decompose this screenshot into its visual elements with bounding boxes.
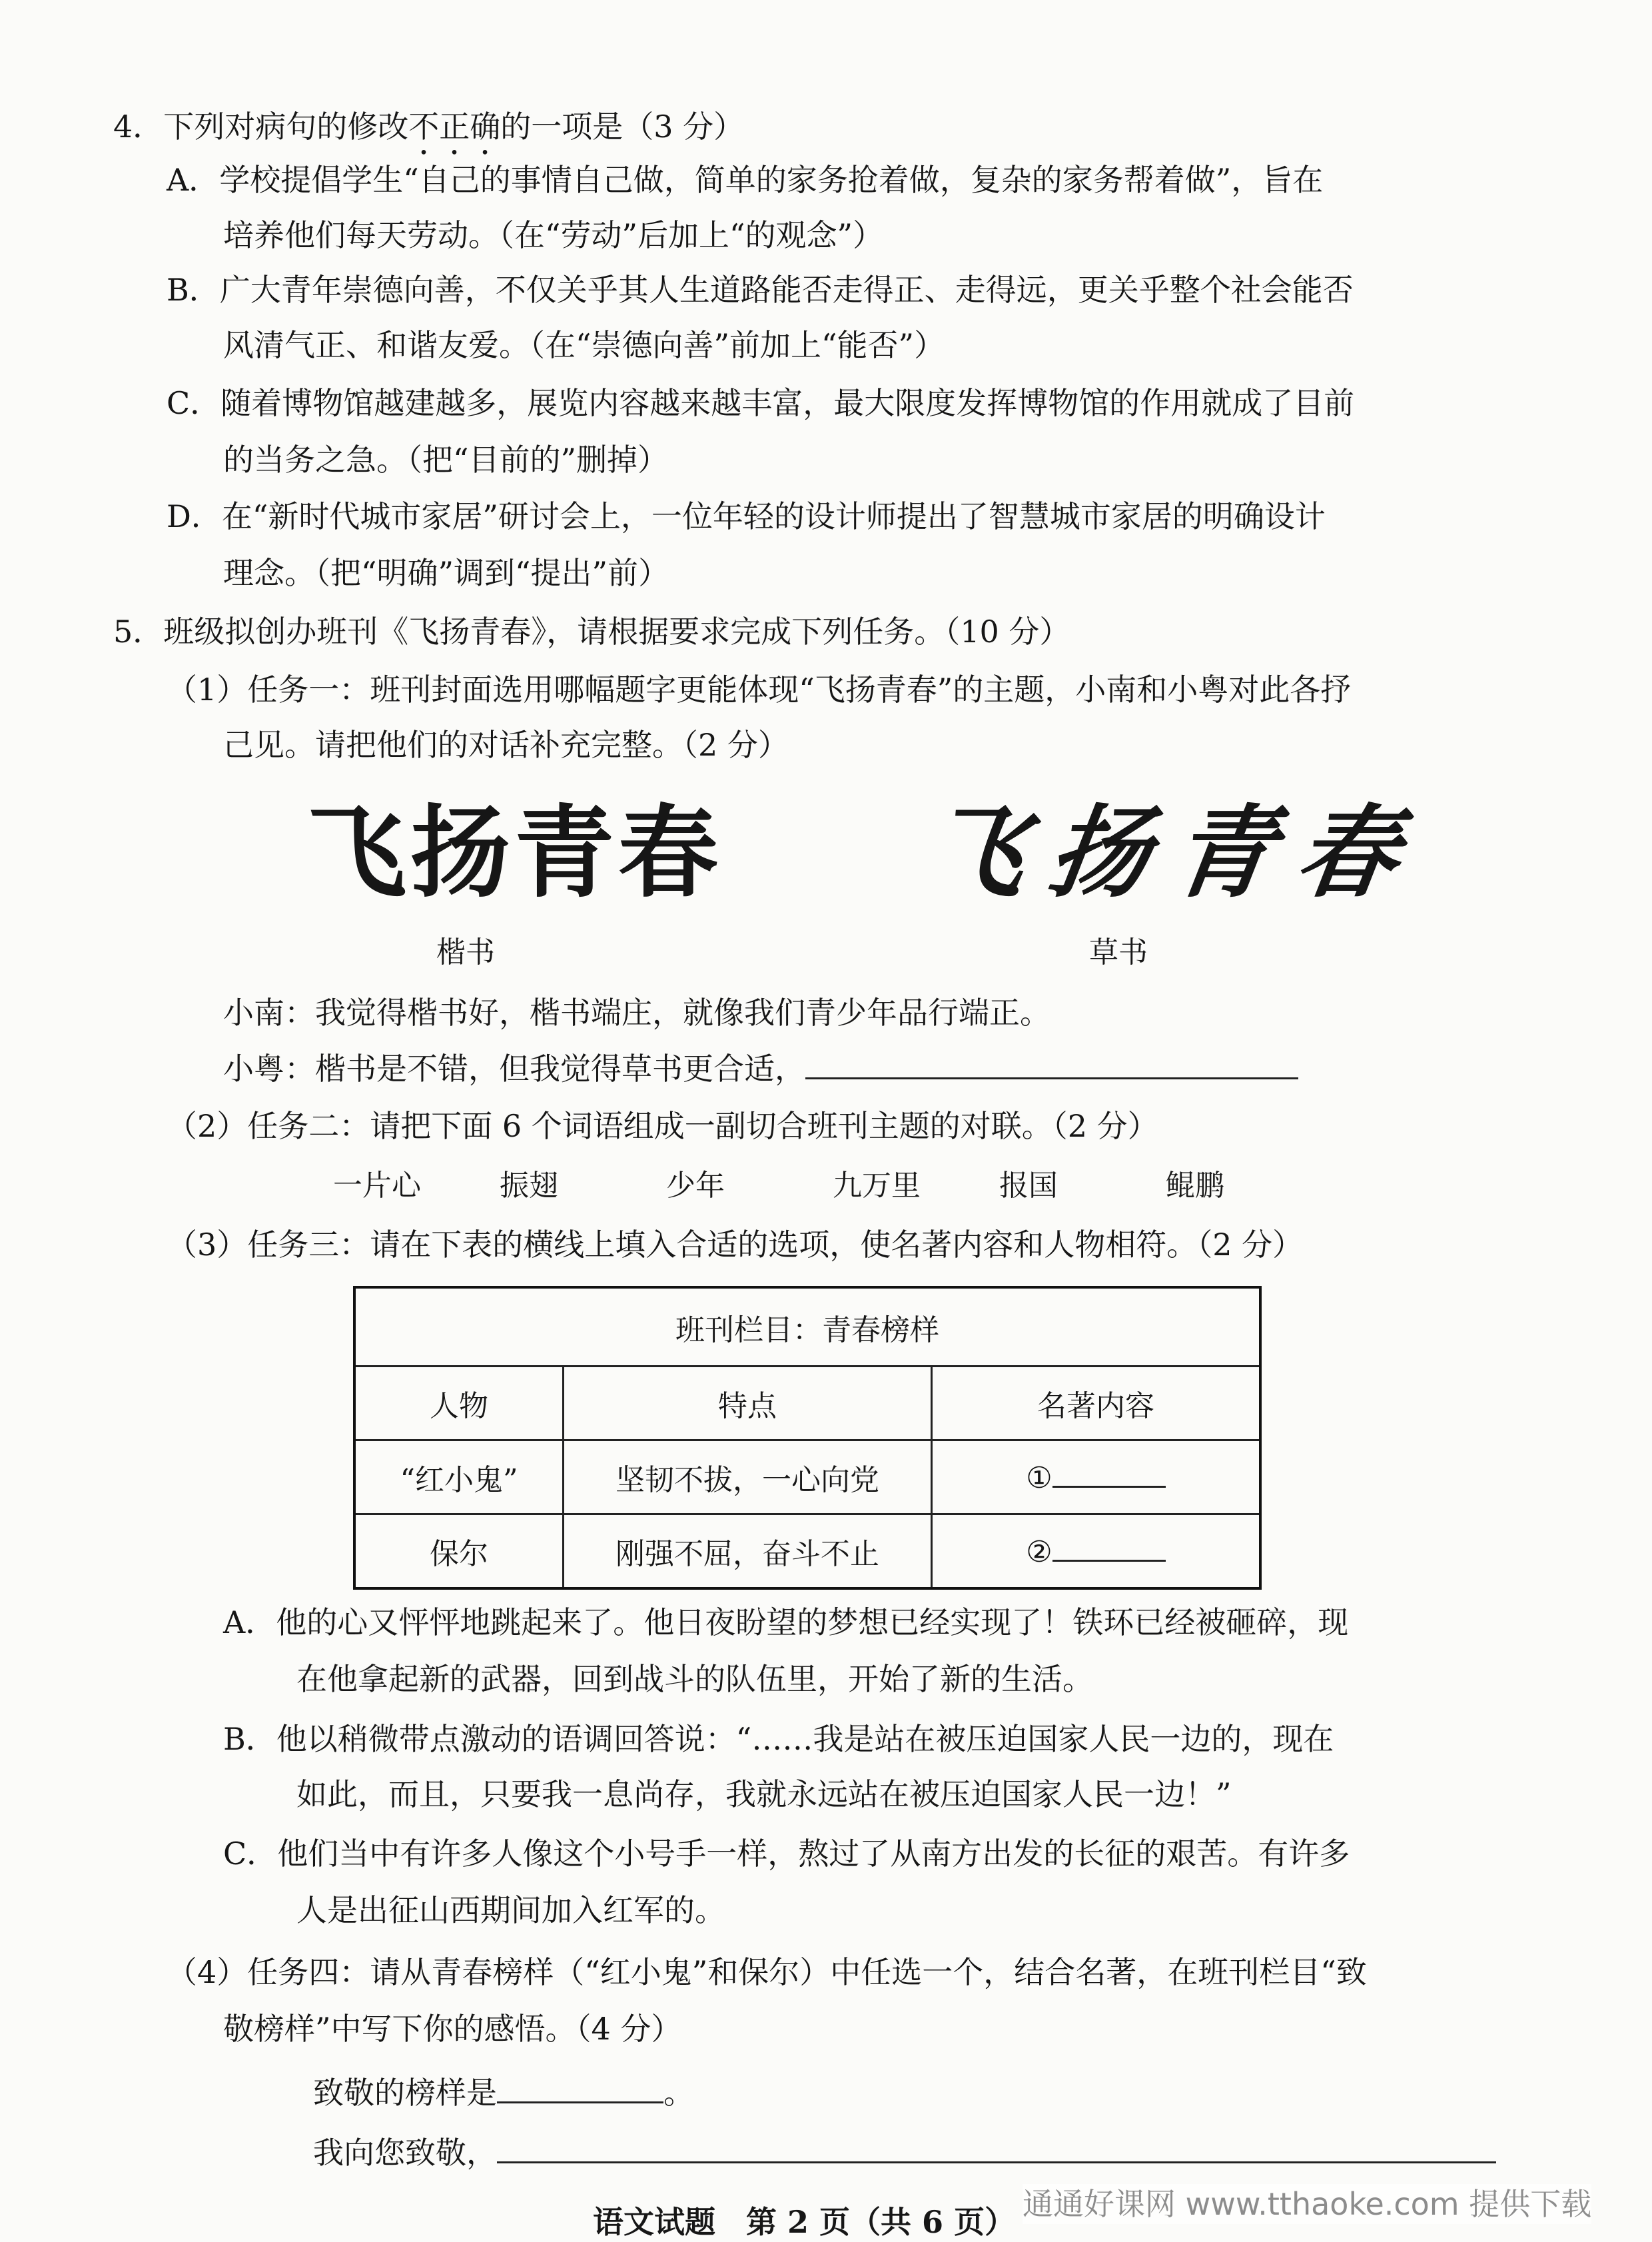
person-cell: 保尔	[354, 1514, 564, 1589]
content-cell	[932, 1440, 1261, 1514]
table-row	[354, 1440, 1260, 1514]
q4-option-a-cont: 培养他们每天劳动。（在“劳动”后加上“的观念”）	[223, 217, 884, 253]
q4-stem: 4．下列对病句的修改不正确的一项是（3 分）	[113, 109, 745, 145]
task3-option-a-cont: 在他拿起新的武器，回到战斗的队伍里，开始了新的生活。	[296, 1661, 1093, 1697]
answer-blank-1[interactable]	[1052, 1459, 1166, 1488]
caption-caoshu: 草书	[1089, 935, 1148, 969]
content-cell	[932, 1514, 1261, 1589]
q4-option-c-cont: 的当务之急。（把“目前的”删掉）	[223, 442, 669, 478]
table-header: 特点	[564, 1367, 932, 1440]
calligraphy-kaishu: 飞扬青春	[306, 794, 723, 911]
answer-blank-model[interactable]	[497, 2072, 663, 2103]
task3-option-a: A．他的心又怦怦地跳起来了。他日夜盼望的梦想已经实现了！铁环已经被砸碎，现	[223, 1604, 1349, 1640]
q4-option-c: C．随着博物馆越建越多，展览内容越来越丰富，最大限度发挥博物馆的作用就成了目前	[167, 385, 1355, 421]
q4-option-a: A．学校提倡学生“自己的事情自己做，简单的家务抢着做，复杂的家务帮着做”，旨在	[167, 162, 1324, 198]
q4-option-b-cont: 风清气正、和谐友爱。（在“崇德向善”前加上“能否”）	[223, 327, 945, 363]
person-cell: “红小鬼”	[354, 1440, 564, 1514]
word-item: 振翅	[500, 1169, 558, 1203]
word-item: 少年	[666, 1169, 725, 1203]
word-item: 九万里	[833, 1169, 921, 1203]
table-title: 班刊栏目：青春榜样	[354, 1287, 1260, 1367]
zhijing-line: 致敬的榜样是 。	[313, 2072, 694, 2113]
dialogue-xiaonan: 小南：我觉得楷书好，楷书端庄，就像我们青少年品行端正。	[223, 995, 1050, 1031]
watermark: 通通好课网 www.tthaoke.com 提供下载	[1023, 2184, 1591, 2224]
word-item: 一片心	[333, 1169, 421, 1203]
task3-option-c: C．他们当中有许多人像这个小号手一样，熬过了从南方出发的长征的艰苦。有许多	[223, 1836, 1350, 1872]
answer-blank-2[interactable]	[1052, 1533, 1166, 1562]
dialogue-xiaoyue: 小粤：楷书是不错，但我觉得草书更合适，	[223, 1048, 1298, 1089]
trait-cell: 刚强不屈，奋斗不止	[564, 1514, 932, 1589]
table-header: 名著内容	[932, 1367, 1261, 1440]
task3-option-c-cont: 人是出征山西期间加入红军的。	[296, 1892, 725, 1928]
q4-option-b: B．广大青年崇德向善，不仅关乎其人生道路能否走得正、走得远，更关乎整个社会能否	[167, 272, 1354, 308]
trait-cell: 坚韧不拔，一心向党	[564, 1440, 932, 1514]
q5-stem: 5．班级拟创办班刊《飞扬青春》，请根据要求完成下列任务。（10 分）	[113, 614, 1070, 650]
q5-task4: （4）任务四：请从青春榜样（“红小鬼”和保尔）中任选一个，结合名著，在班刊栏目“致	[167, 1954, 1367, 1990]
answer-blank-reflection[interactable]	[497, 2132, 1496, 2163]
circled-number: ①	[1026, 1461, 1052, 1495]
salute-line: 我向您致敬，	[313, 2132, 1496, 2173]
q5-task1: （1）任务一：班刊封面选用哪幅题字更能体现“飞扬青春”的主题，小南和小粤对此各抒	[167, 672, 1352, 708]
word-item: 报国	[999, 1169, 1058, 1203]
q5-task4-cont: 敬榜样”中写下你的感悟。（4 分）	[223, 2011, 682, 2047]
q4-option-d: D．在“新时代城市家居”研讨会上，一位年轻的设计师提出了智慧城市家居的明确设计	[167, 498, 1326, 534]
caption-kaishu: 楷书	[436, 935, 495, 969]
task3-option-b-cont: 如此，而且，只要我一息尚存，我就永远站在被压迫国家人民一边！”	[296, 1776, 1232, 1812]
q4-emphasis: 不正确	[408, 109, 501, 145]
circled-number: ②	[1026, 1535, 1052, 1569]
word-item: 鲲鹏	[1166, 1169, 1224, 1203]
table-row	[354, 1514, 1260, 1589]
calligraphy-caoshu: 飞扬青春	[917, 794, 1430, 911]
page-footer: 语文试题 第 2 页（共 6 页）	[593, 2204, 1016, 2240]
q5-task3: （3）任务三：请在下表的横线上填入合适的选项，使名著内容和人物相符。（2 分）	[167, 1227, 1304, 1263]
task3-option-b: B．他以稍微带点激动的语调回答说：“……我是站在被压迫国家人民一边的，现在	[223, 1721, 1334, 1757]
answer-blank-xiaoyue[interactable]	[805, 1048, 1298, 1079]
table-header: 人物	[354, 1367, 564, 1440]
q5-task2: （2）任务二：请把下面 6 个词语组成一副切合班刊主题的对联。（2 分）	[167, 1108, 1158, 1144]
role-model-table	[353, 1286, 1262, 1590]
q5-task1-cont: 己见。请把他们的对话补充完整。（2 分）	[223, 727, 789, 763]
couplet-words	[333, 1166, 1332, 1206]
q4-option-d-cont: 理念。（把“明确”调到“提出”前）	[223, 555, 669, 591]
